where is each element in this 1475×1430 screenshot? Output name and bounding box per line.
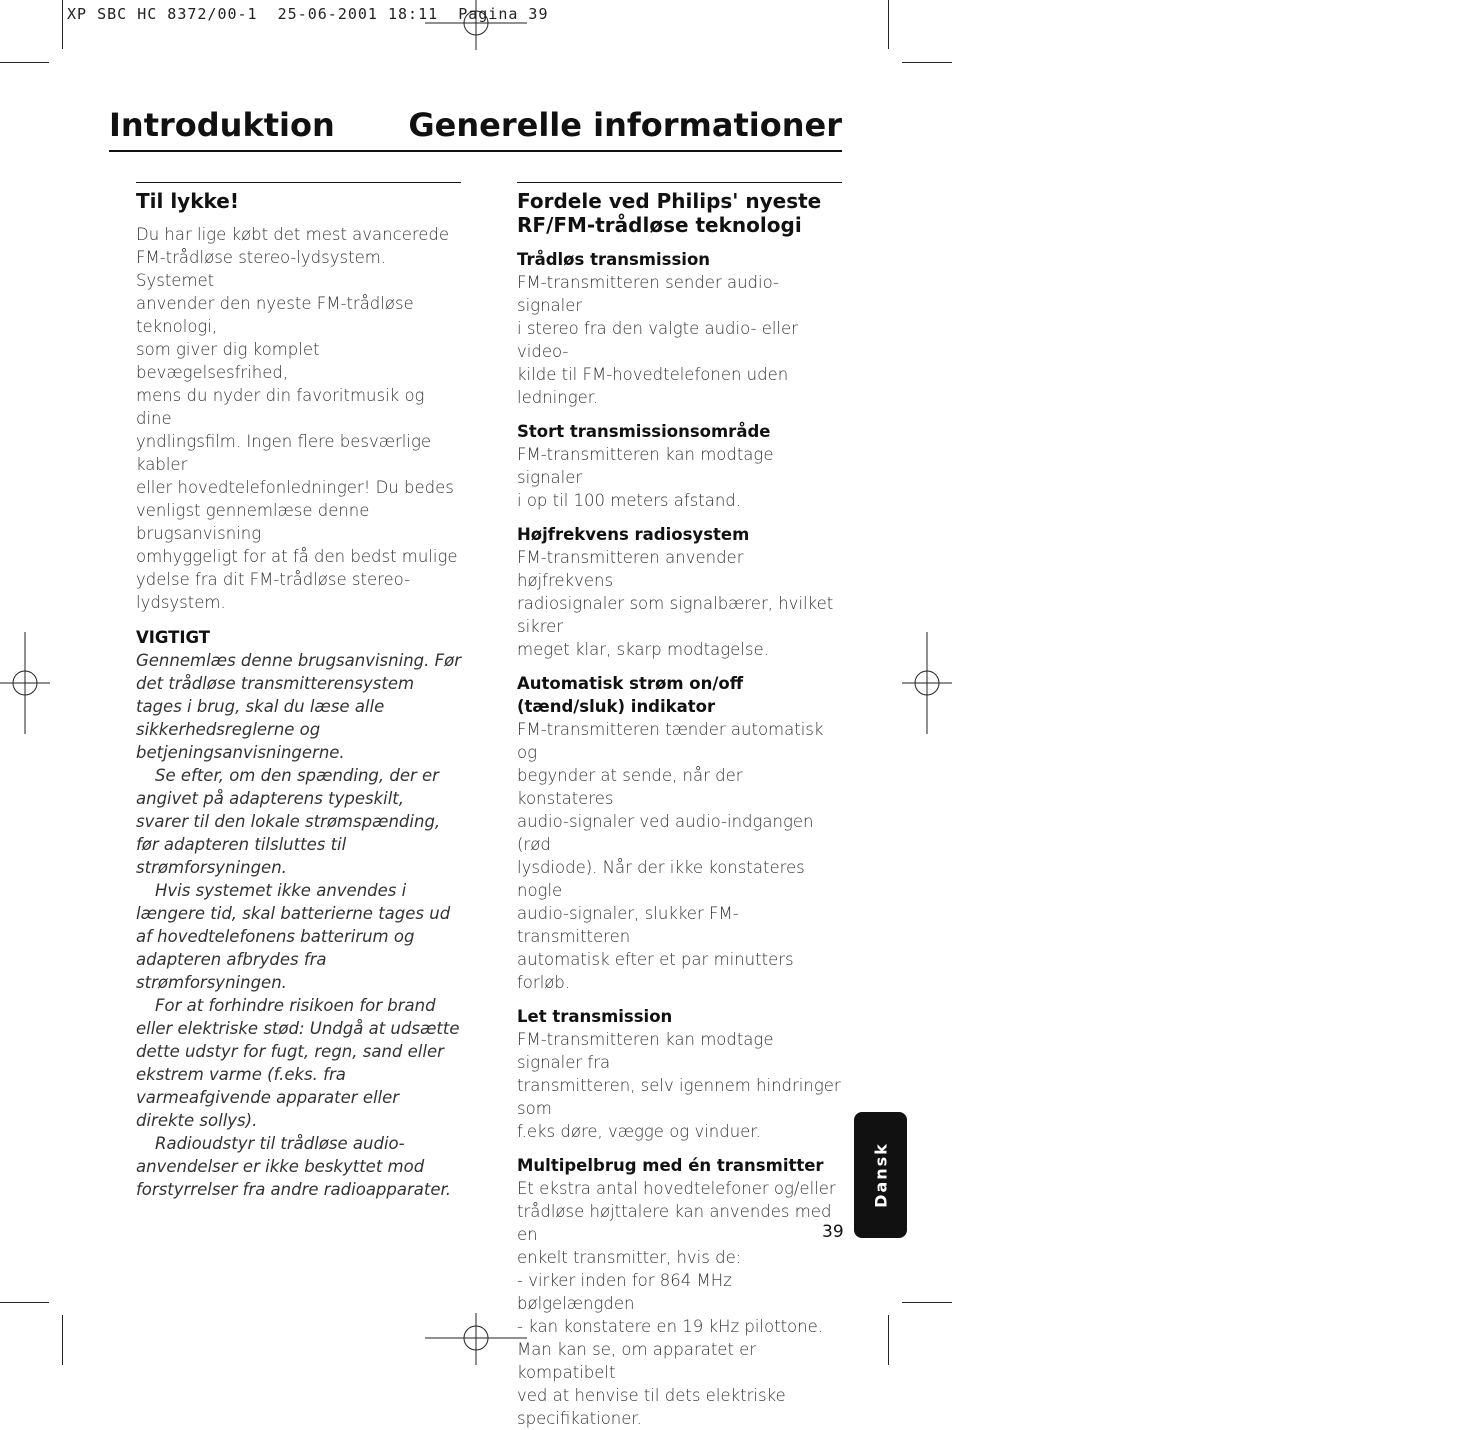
- crop-mark: [0, 1302, 49, 1303]
- column-divider: [136, 182, 461, 183]
- crop-mark: [888, 0, 889, 49]
- closing-paragraph: Man kan se, om apparatet er kompatibelt ved at henvise til dets elektriske specifikationer.: [517, 1340, 786, 1428]
- crop-mark: [888, 1315, 889, 1365]
- registration-mark-icon: [902, 632, 952, 734]
- page-number: 39: [822, 1222, 844, 1242]
- crop-mark: [0, 62, 49, 63]
- language-tab: [854, 1112, 907, 1238]
- registration-mark-icon: [425, 1313, 527, 1365]
- print-slug: XP SBC HC 8372/00-1 25-06-2001 18:11 Pagina 39: [67, 5, 549, 23]
- right-column: [517, 182, 842, 1430]
- feature-body: FM-transmitteren anvender højfrekvens radiosignaler som signalbærer, hvilket sikrer meget klar, skarp modtagelse.: [517, 548, 834, 659]
- chapter-title: Introduktion: [109, 106, 335, 144]
- warning-paragraph: Gennemlæs denne brugsanvisning. Før det trådløse transmitterensystem tages i brug, skal du læse alle sikkerhedsreglerne og betjeningsanvisningerne.: [136, 651, 461, 762]
- feature-title: Automatisk strøm on/off (tænd/sluk) indikator: [517, 674, 744, 716]
- header-divider: [109, 150, 842, 152]
- crop-mark: [902, 1302, 952, 1303]
- feature-title: Højfrekvens radiosystem: [517, 525, 750, 544]
- feature-body: FM-transmitteren sender audio-signaler i stereo fra den valgte audio- eller video- kilde til FM-hovedtelefonen uden ledninger.: [517, 273, 798, 407]
- left-column: [136, 182, 461, 1201]
- feature-section: [517, 1005, 842, 1143]
- feature-body: FM-transmitteren kan modtage signaler i op til 100 meters afstand.: [517, 445, 774, 510]
- feature-section: [517, 672, 842, 994]
- important-heading: VIGTIGT: [136, 628, 211, 647]
- feature-title: Trådløs transmission: [517, 250, 711, 269]
- section-title: Til lykke!: [136, 189, 239, 213]
- crop-mark: [62, 0, 63, 49]
- warning-paragraph: Se efter, om den spænding, der er angivet på adapterens typeskilt, svarer til den lokale strømspænding, før adapteren tilsluttes til strømforsyningen.: [136, 766, 441, 877]
- feature-body: FM-transmitteren tænder automatisk og begynder at sende, når der konstateres audio-signaler ved audio-indgangen (rød lysdiode). Når der ikke konstateres nogle audio-signaler, slukker FM-transmitteren automatisk efter et par minutters forløb.: [517, 720, 824, 992]
- language-tab-label: Dansk: [871, 1142, 890, 1208]
- feature-body: Et ekstra antal hovedtelefoner og/eller trådløse højttalere kan anvendes med en enkelt transmitter, hvis de: - virker inden for 864 MHz bølgelængden - kan konstatere en 19 kHz pilottone.: [517, 1179, 836, 1336]
- crop-mark: [62, 1315, 63, 1365]
- crop-mark: [902, 62, 952, 63]
- feature-section: [517, 420, 842, 512]
- section-title: Fordele ved Philips' nyeste RF/FM-trådløse teknologi: [517, 189, 822, 237]
- registration-mark-icon: [0, 632, 50, 734]
- feature-section: [517, 523, 842, 661]
- registration-mark-icon: [425, 0, 527, 50]
- column-divider: [517, 182, 842, 183]
- warning-paragraph: Hvis systemet ikke anvendes i længere tid, skal batterierne tages ud af hovedtelefonens batterirum og adapteren afbrydes fra strømforsyningen.: [136, 881, 451, 992]
- warning-paragraph: For at forhindre risikoen for brand eller elektriske stød: Undgå at udsætte dette udstyr for fugt, regn, sand eller ekstrem varme (f.eks. fra varmeafgivende apparater eller direkte sollys).: [136, 996, 460, 1130]
- feature-section: [517, 248, 842, 409]
- feature-title: Stort transmissionsområde: [517, 422, 771, 441]
- feature-body: FM-transmitteren kan modtage signaler fra transmitteren, selv igennem hindringer som f.eks døre, vægge og vinduer.: [517, 1030, 841, 1141]
- feature-section: [517, 1154, 842, 1338]
- page-title: Generelle informationer: [408, 106, 842, 144]
- intro-paragraph: Du har lige købt det mest avancerede FM-trådløse stereo-lydsystem. Systemet anvender den nyeste FM-trådløse teknologi, som giver dig komplet bevægelsesfrihed, mens du nyder din favoritmusik og dine yndlingsfilm. Ingen flere besværlige kabler eller hovedtelefonledninger! Du bedes venligst gennemlæse denne brugsanvisning omhyggeligt for at få den bedst mulige ydelse fra dit FM-trådløse stereo-lydsystem.: [136, 225, 458, 612]
- feature-title: Let transmission: [517, 1007, 673, 1026]
- feature-title: Multipelbrug med én transmitter: [517, 1156, 824, 1175]
- warning-paragraph: Radioudstyr til trådløse audio-anvendelser er ikke beskyttet mod forstyrrelser fra andre radioapparater.: [136, 1134, 452, 1199]
